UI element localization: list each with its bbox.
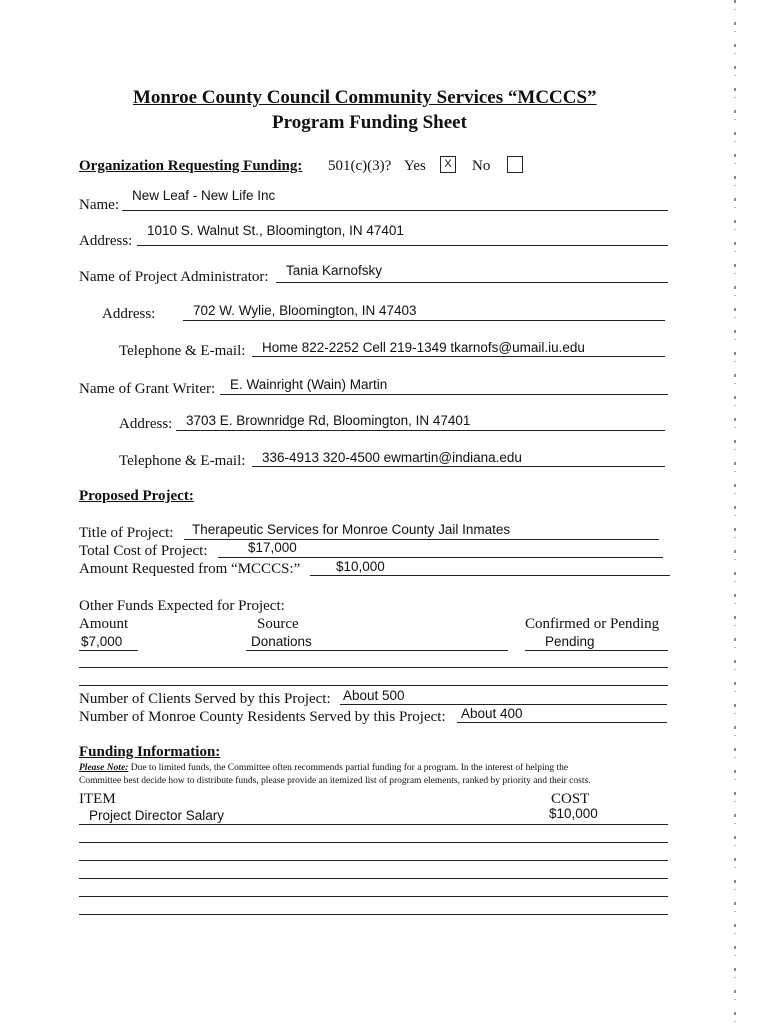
clients-value: About 500 <box>343 688 405 703</box>
other-fund-status-line <box>525 650 668 651</box>
yes-checkbox[interactable]: X <box>440 156 456 173</box>
project-heading: Proposed Project: <box>79 488 194 504</box>
address-line <box>137 245 668 246</box>
project-title-label: Title of Project: <box>79 525 174 541</box>
admin-value: Tania Karnofsky <box>286 263 383 278</box>
funding-heading: Funding Information: <box>79 744 221 760</box>
admin-contact-line <box>252 356 665 357</box>
residents-value: About 400 <box>461 706 523 721</box>
name-value: New Leaf - New Life Inc <box>132 188 276 203</box>
admin-address-label: Address: <box>102 306 156 322</box>
funding-item-1: Project Director Salary <box>89 808 225 823</box>
clients-label: Number of Clients Served by this Project: <box>79 691 331 707</box>
scan-edge-artifact <box>734 0 736 1024</box>
admin-line <box>276 282 668 283</box>
address-value: 1010 S. Walnut St., Bloomington, IN 47401 <box>147 223 404 238</box>
no-checkbox[interactable] <box>507 156 523 173</box>
writer-line <box>220 394 668 395</box>
writer-contact-label: Telephone & E-mail: <box>119 453 246 469</box>
total-cost-line <box>218 557 663 558</box>
col-cost-header: COST <box>551 791 590 807</box>
name-label: Name: <box>79 197 119 213</box>
writer-address-value: 3703 E. Brownridge Rd, Bloomington, IN 47401 <box>186 413 471 428</box>
other-fund-blank-line-2 <box>79 685 668 686</box>
clients-line <box>340 704 667 705</box>
other-fund-source: Donations <box>251 634 312 649</box>
writer-address-line <box>176 430 665 431</box>
funding-cost-1: $10,000 <box>549 806 598 821</box>
requested-line <box>310 575 670 576</box>
writer-value: E. Wainright (Wain) Martin <box>230 377 388 392</box>
residents-label: Number of Monroe County Residents Served by this Project: <box>79 709 446 725</box>
admin-address-line <box>183 320 665 321</box>
funding-line-6 <box>79 914 668 915</box>
col-amount-header: Amount <box>79 616 129 632</box>
admin-label: Name of Project Administrator: <box>79 269 269 285</box>
funding-line-1 <box>79 824 668 825</box>
name-line <box>122 210 668 211</box>
other-funds-label: Other Funds Expected for Project: <box>79 598 285 614</box>
note-label: Please Note: <box>79 763 129 773</box>
project-title-value: Therapeutic Services for Monroe County Jail Inmates <box>192 522 511 537</box>
requested-value: $10,000 <box>336 559 385 574</box>
residents-line <box>457 722 667 723</box>
no-label: No <box>472 158 491 174</box>
other-fund-status: Pending <box>545 634 595 649</box>
funding-line-3 <box>79 860 668 861</box>
admin-contact-value: Home 822-2252 Cell 219-1349 tkarnofs@umail.iu.edu <box>262 340 585 355</box>
total-cost-label: Total Cost of Project: <box>79 543 208 559</box>
funding-note-line2: Committee best decide how to distribute funds, please provide an itemized list of program elements, ranked by priority and their costs. <box>79 776 591 786</box>
col-status-header: Confirmed or Pending <box>525 616 660 632</box>
writer-contact-value: 336-4913 320-4500 ewmartin@indiana.edu <box>262 450 522 465</box>
organization-heading: Organization Requesting Funding: <box>79 158 303 174</box>
yes-label: Yes <box>404 158 426 174</box>
other-fund-amount: $7,000 <box>81 634 123 649</box>
other-fund-amount-line <box>79 650 138 651</box>
requested-label: Amount Requested from “MCCCS:” <box>79 561 301 577</box>
funding-note-line1 <box>79 763 568 773</box>
nonprofit-question: 501(c)(3)? <box>328 158 392 174</box>
funding-line-4 <box>79 878 668 879</box>
note-text-1: Due to limited funds, the Committee often recommends partial funding for a program. In the interest of helping the <box>130 763 569 773</box>
funding-line-2 <box>79 842 668 843</box>
col-item-header: ITEM <box>79 791 116 807</box>
form-subtitle: Program Funding Sheet <box>272 112 467 133</box>
other-fund-source-line <box>246 650 508 651</box>
other-fund-blank-line-1 <box>79 667 668 668</box>
address-label: Address: <box>79 233 133 249</box>
admin-contact-label: Telephone & E-mail: <box>119 343 246 359</box>
writer-contact-line <box>252 466 665 467</box>
funding-line-5 <box>79 896 668 897</box>
form-title: Monroe County Council Community Services “MCCCS” <box>133 87 597 108</box>
total-cost-value: $17,000 <box>248 540 297 555</box>
admin-address-value: 702 W. Wylie, Bloomington, IN 47403 <box>193 303 417 318</box>
writer-address-label: Address: <box>119 416 173 432</box>
writer-label: Name of Grant Writer: <box>79 381 216 397</box>
col-source-header: Source <box>257 616 299 632</box>
